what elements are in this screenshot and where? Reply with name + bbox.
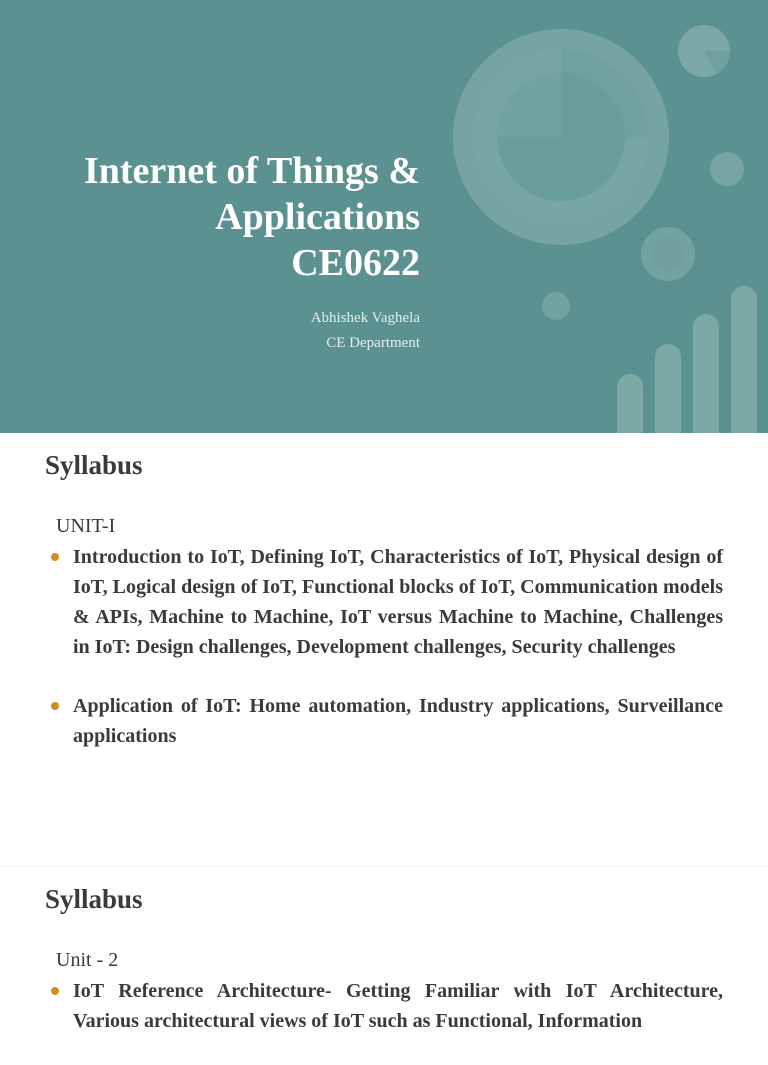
- bullet-item: [45, 542, 723, 662]
- presentation-title: [20, 148, 420, 286]
- bullet-text: IoT Reference Architecture- Getting Familiar with IoT Architecture, Various architectural views of IoT such as Functional, Information: [73, 980, 723, 1032]
- unit-label: Unit - 2: [56, 949, 119, 971]
- bullet-item: [45, 691, 723, 751]
- slide-heading: Syllabus: [45, 884, 143, 914]
- bullet-dot-icon: [51, 987, 59, 995]
- bullet-list: [45, 976, 723, 1065]
- title-line-3: CE0622: [291, 242, 420, 284]
- title-slide: [0, 0, 768, 433]
- author-name: Abhishek Vaghela: [310, 310, 420, 326]
- bullet-text: Introduction to IoT, Defining IoT, Characteristics of IoT, Physical design of IoT, Logical design of IoT, Functional blocks of IoT, Communication models & APIs, Machine to Machine, IoT versus Machine to Machine, Challenges in IoT: Design challenges, Development challenges, Security challenges: [73, 546, 723, 658]
- slide-heading: Syllabus: [45, 450, 143, 480]
- syllabus-slide-2: [0, 866, 768, 1032]
- presentation-subtitle: [120, 306, 420, 356]
- bullet-dot-icon: [51, 702, 59, 710]
- pill-bars: [617, 286, 757, 433]
- pie-circle-small-2: [710, 152, 744, 186]
- bullet-item: [45, 976, 723, 1036]
- pie-circle-small-3: [542, 292, 570, 320]
- syllabus-slide-1: [0, 433, 768, 833]
- department-name: CE Department: [326, 335, 420, 351]
- bullet-dot-icon: [51, 553, 59, 561]
- unit-label: UNIT-I: [56, 515, 116, 537]
- title-line-2: Applications: [215, 196, 420, 238]
- bullet-list: [45, 542, 723, 780]
- title-line-1: Internet of Things &: [83, 150, 420, 192]
- bullet-text: Application of IoT: Home automation, Industry applications, Surveillance applications: [73, 695, 723, 747]
